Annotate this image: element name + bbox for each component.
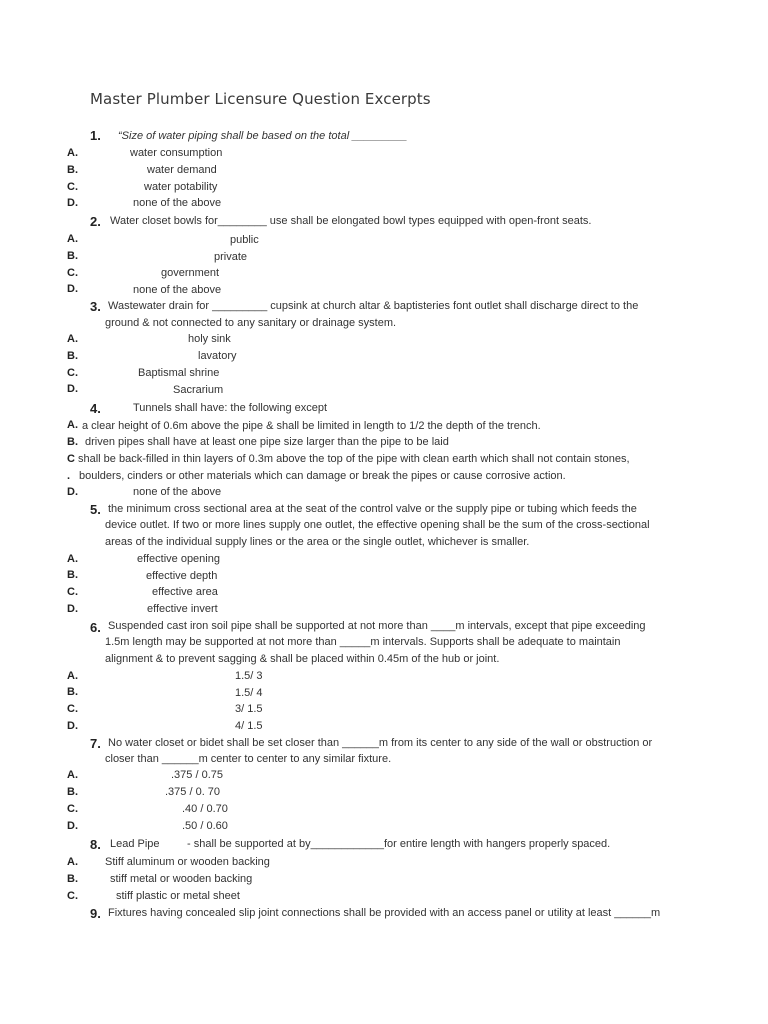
q7-option-d-text: .50 / 0.60 [182,820,228,832]
q6-option-a-letter: A. [67,670,78,682]
q4-option-b-text: driven pipes shall have at least one pipe size larger than the pipe to be laid [85,436,449,448]
q4-option-a-letter: A. [67,419,78,431]
q4-option-d-text: none of the above [133,486,222,498]
q1-option-b-text: water demand [147,164,217,176]
q1-option-d-letter: D. [67,197,78,209]
q5-option-a-letter: A. [67,553,78,565]
q4-option-c-text-line-2: boulders, cinders or other materials which can damage or break the pipes or cause corrosive action. [79,470,566,482]
question-5-number: 5. [90,502,101,517]
q5-option-a-text: effective opening [137,553,220,565]
q2-option-c-text: government [161,267,220,279]
question-9-text: Fixtures having concealed slip joint connections shall be provided with an access panel or utility at least ______m [108,907,661,919]
q2-option-d-text: none of the above [133,284,222,296]
q2-option-b-text: private [214,251,248,263]
q2-option-b-letter: B. [67,250,78,262]
question-9-number: 9. [90,906,101,921]
q4-option-c-text: shall be back-filled in thin layers of 0.3m above the top of the pipe with clean earth which shall not contain stones, [78,453,630,465]
q1-option-b-letter: B. [67,164,78,176]
question-6-text-line-1: Suspended cast iron soil pipe shall be supported at not more than ____m intervals, except that pipe exceeding [108,620,646,632]
q7-option-a-letter: A. [67,769,78,781]
q3-option-a-letter: A. [67,333,78,345]
q8-option-a-text: Stiff aluminum or wooden backing [105,856,270,868]
question-4-text: Tunnels shall have: the following except [133,402,328,414]
q6-option-b-letter: B. [67,686,78,698]
q4-option-c-letter: C [67,453,75,465]
q1-option-a-text: water consumption [130,147,223,159]
q8-option-b-letter: B. [67,873,78,885]
question-3-text-line-1: Wastewater drain for _________ cupsink at church altar & baptisteries font outlet shall discharge direct to the [108,300,639,312]
q5-option-c-text: effective area [152,586,218,598]
q2-option-c-letter: C. [67,267,78,279]
q4-option-b-letter: B. [67,436,78,448]
question-3-number: 3. [90,299,101,314]
question-2-number: 2. [90,214,101,229]
q2-option-d-letter: D. [67,283,78,295]
q1-option-c-letter: C. [67,181,78,193]
question-8-text: Lead Pipe - shall be supported at by____________for entire length with hangers properly spaced. [110,838,611,850]
q1-option-c-text: water potability [144,181,218,193]
q4-option-c-continuation-mark: . [67,470,71,482]
q5-option-d-letter: D. [67,603,78,615]
question-7-number: 7. [90,736,101,751]
q2-option-a-letter: A. [67,233,78,245]
q5-option-b-letter: B. [67,569,78,581]
question-1-number: 1. [90,128,101,143]
question-2-text: Water closet bowls for________ use shall be elongated bowl types equipped with open-front seats. [110,215,592,227]
q3-option-c-text: Baptismal shrine [138,367,220,379]
q6-option-b-text: 1.5/ 4 [235,687,263,699]
question-5-text-line-3: areas of the individual supply lines or the area or the single outlet, whichever is smaller. [105,536,530,548]
q7-option-c-text: .40 / 0.70 [182,803,228,815]
q7-option-a-text: .375 / 0.75 [171,769,223,781]
q7-option-c-letter: C. [67,803,78,815]
q7-option-d-letter: D. [67,820,78,832]
question-8-number: 8. [90,837,101,852]
question-6-text-line-3: alignment & to prevent sagging & shall be placed within 0.45m of the hub or joint. [105,653,500,665]
question-1-text: “Size of water piping shall be based on the total _________ [118,130,408,142]
q1-option-a-letter: A. [67,147,78,159]
q5-option-b-text: effective depth [146,570,218,582]
q5-option-d-text: effective invert [147,603,218,615]
page-title: Master Plumber Licensure Question Excerpts [90,90,431,108]
q6-option-d-letter: D. [67,720,78,732]
question-4-number: 4. [90,401,101,416]
question-6-number: 6. [90,620,101,635]
q8-option-a-letter: A. [67,856,78,868]
q8-option-c-letter: C. [67,890,78,902]
q3-option-b-letter: B. [67,350,78,362]
question-5-text-line-1: the minimum cross sectional area at the seat of the control valve or the supply pipe or tubing which feeds the [108,503,637,515]
q3-option-a-text: holy sink [188,333,231,345]
question-7-text-line-2: closer than ______m center to center to any similar fixture. [105,753,392,765]
q3-option-b-text: lavatory [198,350,237,362]
q2-option-a-text: public [230,234,259,246]
question-6-text-line-2: 1.5m length may be supported at not more than _____m intervals. Supports shall be adequate to maintain [105,636,621,648]
q7-option-b-letter: B. [67,786,78,798]
question-7-text-line-1: No water closet or bidet shall be set closer than ______m from its center to any side of the wall or obstruction or [108,737,653,749]
q3-option-c-letter: C. [67,367,78,379]
q3-option-d-letter: D. [67,383,78,395]
q6-option-c-text: 3/ 1.5 [235,703,263,715]
q4-option-d-letter: D. [67,486,78,498]
q6-option-c-letter: C. [67,703,78,715]
q5-option-c-letter: C. [67,586,78,598]
question-3-text-line-2: ground & not connected to any sanitary or drainage system. [105,317,397,329]
q6-option-d-text: 4/ 1.5 [235,720,263,732]
q4-option-a-text: a clear height of 0.6m above the pipe & shall be limited in length to 1/2 the depth of the trench. [82,420,541,432]
q7-option-b-text: .375 / 0. 70 [165,786,221,798]
question-5-text-line-2: device outlet. If two or more lines supply one outlet, the effective opening shall be the sum of the cross-sectional [105,519,650,531]
q8-option-c-text: stiff plastic or metal sheet [116,890,240,902]
q1-option-d-text: none of the above [133,197,222,209]
q8-option-b-text: stiff metal or wooden backing [110,873,253,885]
q6-option-a-text: 1.5/ 3 [235,670,263,682]
q3-option-d-text: Sacrarium [173,384,224,396]
